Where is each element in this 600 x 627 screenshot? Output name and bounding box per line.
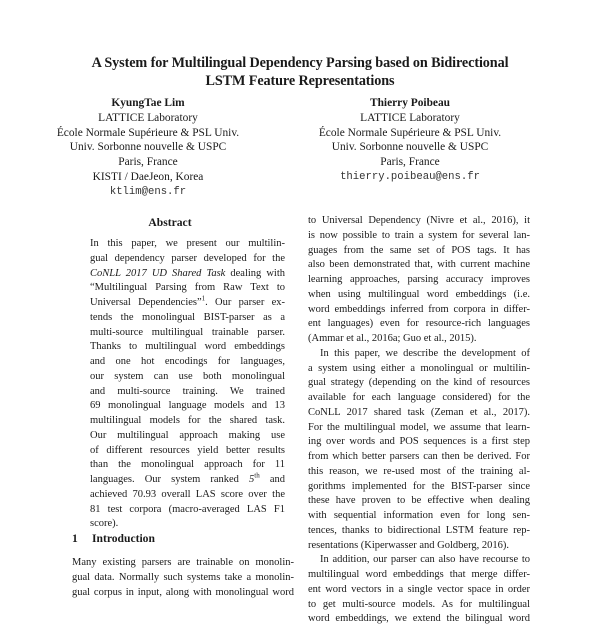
body-line: to get multi-source models. As for multilingual <box>308 598 530 610</box>
abstract-line: tends the monolingual BIST-parser as a <box>90 311 285 323</box>
section-number: 1 <box>72 532 78 545</box>
abstract-line: our system can use both monolingual <box>90 370 285 382</box>
affiliation-line: LATTICE Laboratory <box>98 111 198 124</box>
abstract-line: score). <box>90 518 119 530</box>
author-email: thierry.poibeau@ens.fr <box>340 170 480 183</box>
abstract-line: 81 test corpora (macro-averaged LAS F1 <box>90 503 285 515</box>
title-line-1: A System for Multilingual Dependency Parsing based on Bidirectional <box>91 55 509 71</box>
body-line: For the multilingual model, we assume that learn- <box>308 421 530 433</box>
right-column <box>308 214 530 627</box>
body-line: with sequential information even for long sen- <box>308 510 530 521</box>
paragraph-3 <box>308 553 530 627</box>
body-line: In this paper, we describe the development of <box>320 347 530 359</box>
abstract-line: multilingual models for the shared task. <box>90 415 285 426</box>
author-name: Thierry Poibeau <box>369 97 451 109</box>
abstract-line: languages. Our system ranked 5th and <box>90 471 285 485</box>
body-line: ent languages) even for resource-rich languages <box>308 318 530 330</box>
affiliation-line: École Normale Supérieure & PSL Univ. <box>318 126 502 139</box>
body-line: multilingual word embeddings that merge differ- <box>308 569 530 580</box>
affiliation-line: Univ. Sorbonne nouvelle & USPC <box>69 141 227 154</box>
affiliation-line: KISTI / DaeJeon, Korea <box>92 170 204 183</box>
paper-title <box>0 54 600 90</box>
abstract-line: achieved 70.93 overall LAS score over the <box>90 488 285 500</box>
body-line: is now possible to train a system for several lan- <box>308 229 530 241</box>
body-line: guages from the same set of POS tags. It has <box>308 244 530 256</box>
body-line: available for each language considered) for the <box>308 392 530 403</box>
abstract-line: CoNLL 2017 UD Shared Task dealing with <box>90 267 285 279</box>
title-line-2: LSTM Feature Representations <box>205 73 395 89</box>
author-email: ktlim@ens.fr <box>109 185 187 198</box>
abstract-line: “Multilingual Parsing from Raw Text to <box>90 282 285 294</box>
body-line: Many existing parsers are trainable on monolin- <box>72 557 294 568</box>
body-line: gual data. Normally such systems take a monolin- <box>72 571 294 583</box>
body-line: this reason, we re-used most of the training al- <box>308 465 530 477</box>
section-heading-introduction <box>72 532 155 545</box>
affiliation-line: Univ. Sorbonne nouvelle & USPC <box>331 141 489 154</box>
body-line: also been demonstrated that, with current machine <box>308 259 530 271</box>
abstract-line: In this paper, we present our multilin- <box>90 238 285 249</box>
affiliation-line: Paris, France <box>380 156 440 169</box>
body-line: ent word vectors in a single vector space in order <box>308 583 530 595</box>
body-line: these have proven to be effective when dealing <box>308 495 530 507</box>
body-line: gual strategy (depending on the kind of resources <box>308 377 530 389</box>
abstract-line: Universal Dependencies”$^1$. Our parser ex- <box>90 294 285 308</box>
body-line: word embeddings inferred from corpora in differ- <box>308 303 530 315</box>
abstract-line: and one hot encodings for languages, <box>90 356 285 367</box>
affiliation-line: Paris, France <box>118 156 178 169</box>
abstract-line: and multi-source training. We trained <box>90 385 285 397</box>
body-line: gual corpus in input, along with monolingual word <box>72 586 294 598</box>
abstract-line: Thanks to multilingual word embeddings <box>90 341 285 353</box>
body-line: from which better parsers can then be derived. For <box>308 451 530 462</box>
intro-left-column <box>72 556 294 600</box>
abstract-line: 69 monolingual language models and 13 <box>90 400 285 412</box>
abstract-line: of different resources yield better results <box>90 444 285 456</box>
abstract-line: than the monolingual approach for 11 <box>90 459 285 471</box>
author-name: KyungTae Lim <box>111 97 185 109</box>
abstract-line: gual dependency parser developed for the <box>90 252 285 264</box>
abstract-body <box>90 237 285 532</box>
body-line: to Universal Dependency (Nivre et al., 2016), it <box>308 215 530 226</box>
author-block-2 <box>290 96 530 185</box>
affiliation-line: LATTICE Laboratory <box>360 111 460 124</box>
footnote-marker[interactable]: 1 <box>201 294 206 303</box>
author-block-1 <box>0 96 298 200</box>
body-line: CoNLL 2017 shared task (Zeman et al., 2017). <box>308 406 530 418</box>
section-title: Introduction <box>92 532 155 545</box>
abstract-line: multi-source multilingual trainable parser. <box>90 326 285 338</box>
paragraph-2 <box>308 347 530 554</box>
body-line: ing over words and POS sequences is a first step <box>308 436 530 448</box>
body-line: word embeddings, we extend the bilingual word <box>308 613 530 625</box>
body-line: gorithms implemented for the BIST-parser since <box>308 480 530 492</box>
body-line: tences, thanks to bidirectional LSTM feature rep- <box>308 524 530 536</box>
paragraph-1 <box>308 214 530 347</box>
body-line: learning approaches, parsing accuracy improves <box>308 274 530 285</box>
body-line: when using multilingual word embeddings (i.e. <box>308 288 530 300</box>
body-line: In addition, our parser can also have recourse to <box>320 554 530 566</box>
abstract-line: Our multilingual approach making use <box>90 429 285 441</box>
affiliation-line: École Normale Supérieure & PSL Univ. <box>56 126 240 139</box>
body-line: a system using either a monolingual or multilin- <box>308 362 530 374</box>
body-line: (Ammar et al., 2016a; Guo et al., 2015). <box>308 333 477 344</box>
abstract-heading: Abstract <box>148 216 192 229</box>
body-line: resentations (Kiperwasser and Goldberg, 2016). <box>308 539 510 551</box>
shared-task-name: CoNLL 2017 UD Shared Task <box>90 267 226 279</box>
